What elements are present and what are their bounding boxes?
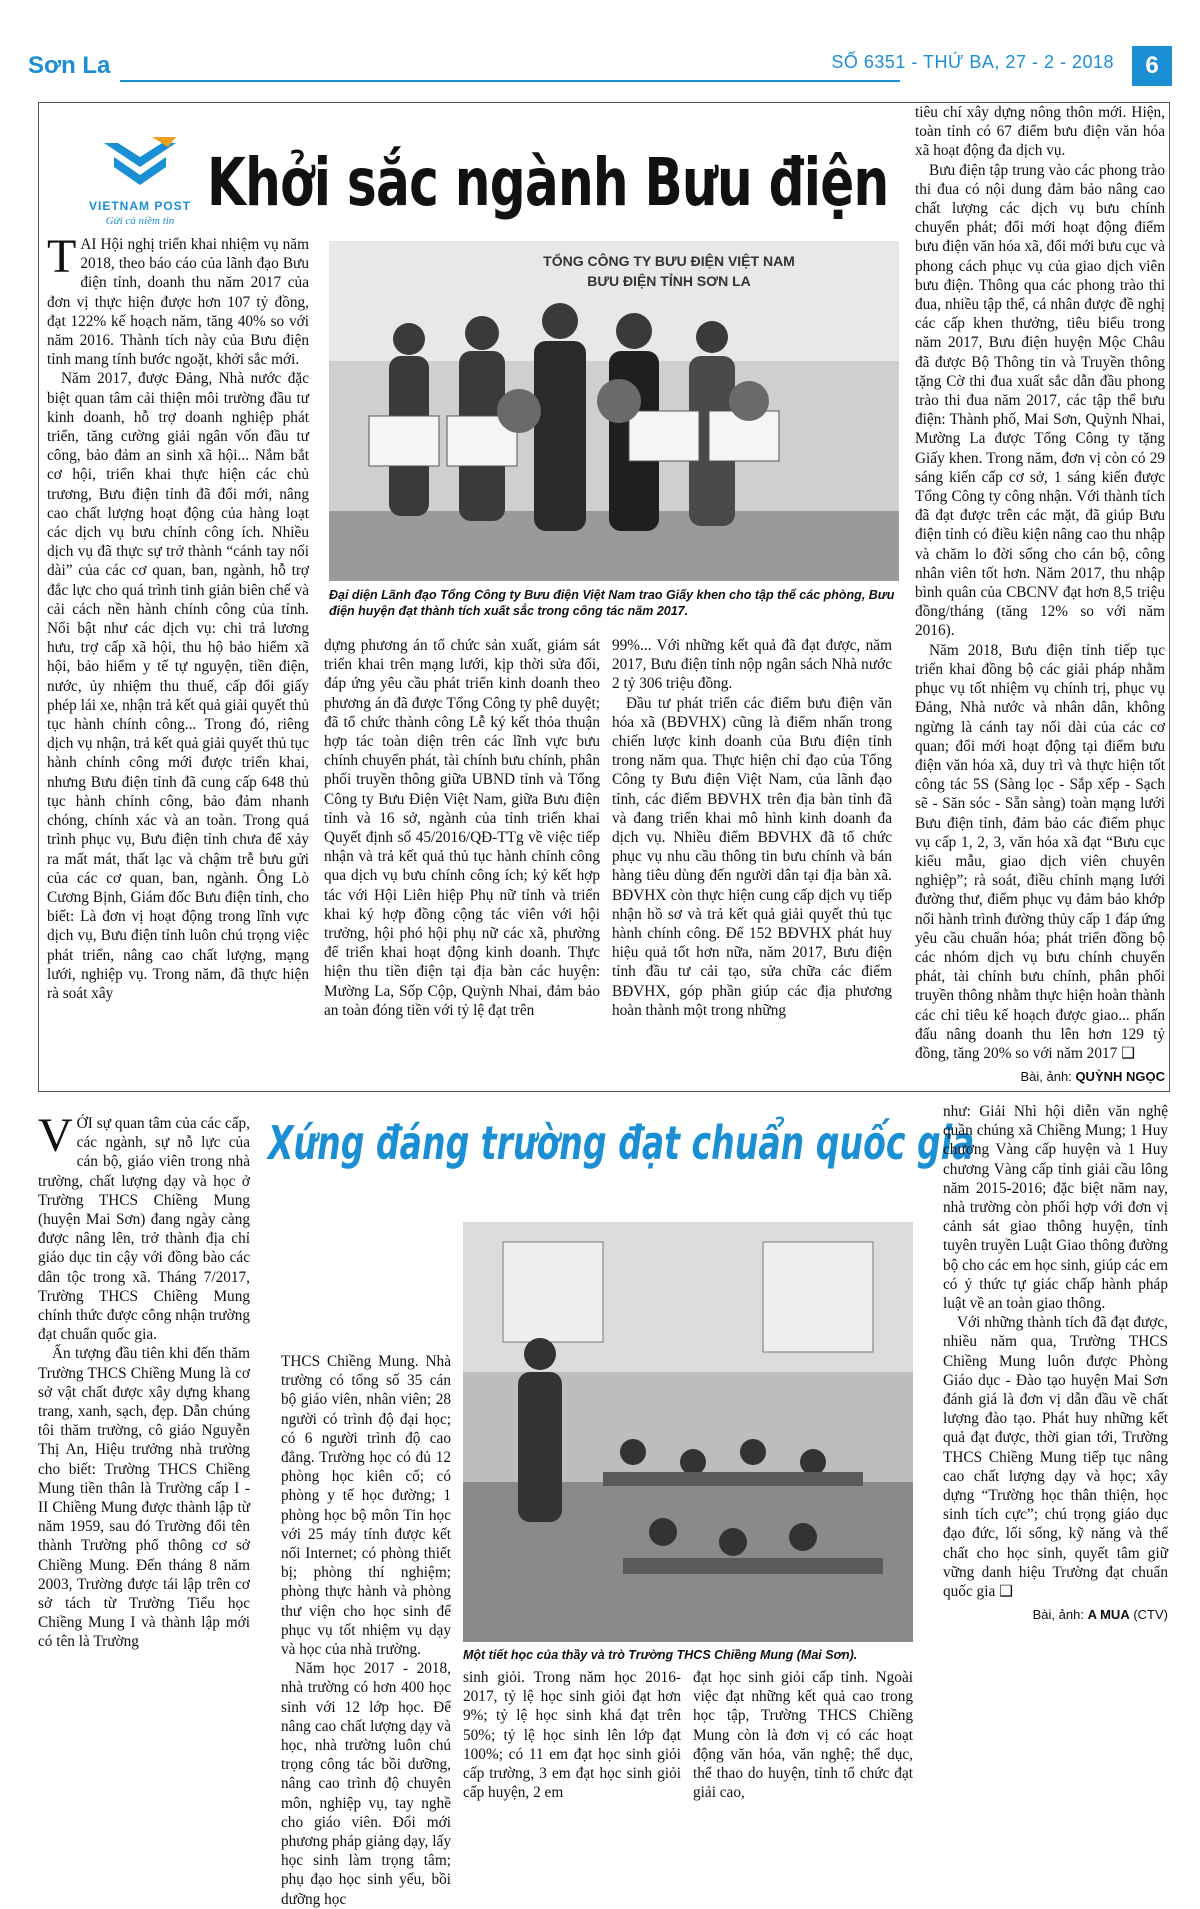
article1-column-4 bbox=[915, 103, 1165, 1083]
paragraph: tiêu chí xây dựng nông thôn mới. Hiện, toàn tỉnh có 67 điểm bưu điện văn hóa xã hoạt động đa dịch vụ. bbox=[915, 104, 1165, 160]
paragraph: Năm 2017, được Đảng, Nhà nước đặc biệt quan tâm cải thiện môi trường đầu tư kinh doanh, hỗ trợ doanh nghiệp phát triển, tăng cường giải ngân vốn đầu tư công, bảo đảm an sinh xã hội... Nắm bắt cơ hội, triển khai thực hiện các chủ trương, Bưu điện tỉnh đã đổi mới, nâng cao chất lượng hoạt động của hàng loạt các dịch vụ bưu chính công ích. Nhiều dịch vụ đã thực sự trở thành “cánh tay nối dài” của các cơ quan, ban, ngành, hỗ trợ đắc lực cho quá trình tinh giản biên chế và cải cách nền hành chính công của tỉnh. Nổi bật như các dịch vụ: chi trả lương hưu, trợ cấp xã hội, thu hộ bảo hiểm xã hội, bảo hiểm y tế tự nguyện, tiền điện, nước, ủy nhiệm thu thuế, cấp đổi giấy phép lái xe, nhận trả kết quả giải quyết thủ tục hành chính công... Trong đó, riêng dịch vụ nhận, trả kết quả giải quyết thủ tục hành chính công mới được triển khai, nhưng Bưu điện tỉnh đã cung cấp 648 thủ tục hành chính công, bảo đảm nhanh chóng, chính xác và an toàn. Trong quá trình phục vụ, Bưu điện tỉnh chưa để xảy ra mất mát, thất lạc và chậm trễ bưu gửi của các cơ quan, ban, ngành. Ông Lò Cương Bịnh, Giám đốc Bưu điện tỉnh, cho biết: Là đơn vị hoạt động trong lĩnh vực dịch vụ, Bưu điện tỉnh luôn chú trọng việc phát triển, nâng cao chất lượng, mạng lưới, nghiệp vụ. Trong năm, đã thực hiện rà soát xây bbox=[47, 370, 309, 1002]
logo-name: VIETNAM POST bbox=[88, 199, 191, 213]
paragraph: Năm 2018, Bưu điện tỉnh tiếp tục triển khai đồng bộ các giải pháp nhằm phục vụ tốt nhiệm vụ chính trị, phục vụ Đảng, Nhà nước và nhân dân, không ngừng là cánh tay nối dài của các cơ quan; đổi mới hoạt động tại điểm bưu điện văn hóa xã, duy trì và thực hiện tốt công tác 5S (Sàng lọc - Sắp xếp - Sạch sẽ - Săn sóc - Sẵn sàng) toàn mạng lưới Bưu điện tỉnh, đảm bảo các điểm phục vụ cấp 1, 2, 3, văn hóa xã đạt “Bưu cục kiểu mẫu, giao dịch viên chuyên nghiệp”; rà soát, điều chỉnh mạng lưới đường thư, điểm phục vụ đảm bảo khớp nối hành trình đường thủy cấp 1 đáp ứng yêu cầu chuẩn hóa; phát triển đồng bộ các nhóm dịch vụ bưu chính chuyển phát, tài chính bưu chính, phân phối truyền thông nhằm thực hiện hoàn thành các chỉ tiêu kế hoạch được giao... phấn đấu nâng doanh thu lên hơn 129 tỷ đồng, tăng 20% so với năm 2017 ❑ bbox=[915, 641, 1165, 1062]
issue-info: SỐ 6351 - THỨ BA, 27 - 2 - 2018 bbox=[831, 52, 1114, 72]
page-number: 6 bbox=[1132, 46, 1172, 86]
paragraph: Năm học 2017 - 2018, nhà trường có hơn 400 học sinh với 12 lớp học. Để nâng cao chất lượng dạy và học, nhà trường luôn chú trọng công tác bồi dưỡng, nâng cao trình độ chuyên môn, nghiệp vụ, tay nghề cho giáo viên. Đổi mới phương pháp giảng dạy, lấy học sinh làm trọng tâm; phụ đạo học sinh yếu, bồi dưỡng học bbox=[281, 1660, 451, 1908]
article2-column-3 bbox=[463, 1668, 681, 1802]
article2-column-1 bbox=[38, 1109, 250, 1790]
award-ceremony-photo bbox=[329, 241, 899, 581]
paragraph: Ấn tượng đầu tiên khi đến thăm Trường THCS Chiềng Mung là cơ sở vật chất được xây dựng khang trang, xanh, sạch, đẹp. Dẫn chúng tôi thăm trường, cô giáo Nguyễn Thị An, Hiệu trưởng nhà trường cho biết: Trường THCS Chiềng Mung tiền thân là Trường cấp I - II Chiềng Mung được thành lập từ năm 1959, sau đó Trường đổi tên thành Trường phổ thông cơ sở Chiềng Mung. Đến tháng 8 năm 2003, Trường được tái lập trên cơ sở tách từ Trường Tiểu học Chiềng Mung I và thành lập mới có tên là Trường bbox=[38, 1345, 250, 1651]
article1-column-1 bbox=[47, 230, 309, 1083]
byline bbox=[943, 1605, 1168, 1624]
byline-author: QUỲNH NGỌC bbox=[1075, 1069, 1165, 1085]
paragraph: THCS Chiềng Mung. Nhà trường có tổng số 35 cán bộ giáo viên, nhân viên; 28 người có trình độ đại học; có 6 người trình độ cao đẳng. Trường học có đủ 12 phòng học kiên cố; có phòng y tế học đường; 1 phòng học bộ môn Tin học với 25 máy tính được kết nối Internet; có phòng thiết bị; phòng thí nghiệm; phòng thực hành và phòng thư viện cho học sinh để phục vụ tốt nhiệm vụ dạy và học của nhà trường. bbox=[281, 1353, 451, 1659]
article1-column-3 bbox=[612, 636, 892, 1086]
article1-column-2 bbox=[324, 636, 600, 1086]
article-postal bbox=[38, 102, 1170, 1092]
header-rule bbox=[120, 80, 900, 82]
classroom-photo bbox=[463, 1222, 913, 1642]
logo-tagline: Gửi cả niềm tin bbox=[105, 215, 175, 227]
paragraph: 99%... Với những kết quả đã đạt được, năm 2017, Bưu điện tỉnh nộp ngân sách Nhà nước 2 tỷ 306 triệu đồng. bbox=[612, 637, 892, 693]
drop-cap: V bbox=[38, 1109, 73, 1162]
page-header bbox=[28, 46, 1172, 92]
section-name: Sơn La bbox=[28, 52, 111, 79]
paragraph: ỚI sự quan tâm của các cấp, các ngành, sự nỗ lực của cán bộ, giáo viên trong nhà trường, chất lượng dạy và học ở Trường THCS Chiềng Mung (huyện Mai Sơn) đang ngày càng được nâng lên, trở thành địa chỉ giáo dục tin cậy với đồng bào các dân tộc trong xã. Tháng 7/2017, Trường THCS Chiềng Mung chính thức được công nhận trường đạt chuẩn quốc gia. bbox=[38, 1115, 250, 1344]
paragraph: đạt học sinh giỏi cấp tỉnh. Ngoài việc đạt những kết quả cao trong học tập, Trường THCS Chiềng Mung còn là đơn vị có các hoạt động văn hóa, văn nghệ; thể dục, thể thao do huyện, tỉnh tổ chức đạt giải cao, bbox=[693, 1669, 913, 1802]
byline bbox=[915, 1067, 1165, 1086]
paragraph: sinh giỏi. Trong năm học 2016-2017, tỷ lệ học sinh giỏi đạt hơn 9%; tỷ lệ học sinh khá đạt trên 50%; tỷ lệ học sinh lên lớp đạt 100%; có 11 em đạt học sinh giỏi cấp trường, 3 em đạt học sinh giỏi cấp huyện, 2 em bbox=[463, 1669, 681, 1802]
paragraph: dựng phương án tổ chức sản xuất, giám sát triển khai trên mạng lưới, kịp thời sửa đổi, đáp ứng yêu cầu phát triển kinh doanh theo phương án đã được Tổng Công ty phê duyệt; đã tổ chức thành công Lễ ký kết thỏa thuận hợp tác toàn diện trên các lĩnh vực bưu chính chuyển phát, tài chính bưu chính, phân phối truyền thông giữa UBND tỉnh và Tổng Công ty Bưu Điện Việt Nam, giữa Bưu điện tỉnh và 16 sở, ngành của tỉnh triển khai Quyết định số 45/2016/QĐ-TTg về việc tiếp nhận và trả kết quả thủ tục hành chính công qua dịch vụ bưu chính công ích; ký kết hợp tác với Hội Liên hiệp Phụ nữ tỉnh và triển khai ký hợp đồng cộng tác viên với hội trưởng, hội phó hội phụ nữ các xã, phường để triển khai hoạt động kinh doanh. Thực hiện thu tiền điện tại địa bàn các huyện: Mường La, Sốp Cộp, Quỳnh Nhai, đảm bảo an toàn đóng tiền với tỷ lệ đạt trên bbox=[324, 637, 600, 1019]
paragraph: Với những thành tích đã đạt được, nhiều năm qua, Trường THCS Chiềng Mung luôn được Phòng Giáo dục - Đào tạo huyện Mai Sơn đánh giá là đơn vị dẫn đầu về chất lượng đào tạo. Phát huy những kết quả đạt được, thời gian tới, Trường THCS Chiềng Mung tiếp tục nâng cao chất lượng dạy và học; xây dựng “Trường học thân thiện, học sinh tích cực”; chú trọng giáo dục đạo đức, lối sống, kỹ năng và thể chất cho học sinh, quyết tâm giữ vững danh hiệu Trường đạt chuẩn quốc gia ❑ bbox=[943, 1314, 1168, 1601]
article-school bbox=[38, 1102, 1170, 1908]
drop-cap: T bbox=[47, 230, 77, 283]
photo-banner-text: TỔNG CÔNG TY BƯU ĐIỆN VIỆT NAM BƯU ĐIỆN TỈNH SƠN LA bbox=[543, 253, 795, 289]
article-title: Xứng đáng trường đạt chuẩn quốc gia bbox=[268, 1116, 975, 1170]
post-logo-icon bbox=[100, 137, 180, 193]
photo-caption: Đại diện Lãnh đạo Tổng Công ty Bưu điện Việt Nam trao Giấy khen cho tập thể các phòng, Bưu điện huyện đạt thành tích xuất sắc trong công tác năm 2017. bbox=[329, 588, 895, 618]
photo-illustration bbox=[463, 1222, 913, 1642]
byline-label: Bài, ảnh: bbox=[1020, 1069, 1072, 1085]
paragraph: Bưu điện tập trung vào các phong trào thi đua có nội dung đảm bảo nâng cao chất lượng các dịch vụ bưu chính chuyển phát; đổi mới hoạt động điểm bưu điện văn hóa xã, đổi mới bưu cục và phong cách phục vụ của giao dịch viên bưu điện. Thông qua các phong trào thi đua, nhiều tập thể, cá nhân được đề nghị các cấp khen thưởng, tiêu biểu trong năm 2017, Bưu điện huyện Mộc Châu đã được Bộ Thông tin và Truyền thông tặng Cờ thi đua xuất sắc dẫn đầu phong trào thi đua năm 2017, các tập thể bưu điện: Thành phố, Mai Sơn, Quỳnh Nhai, Mường La được Tổng Công ty tặng Giấy khen. Trong năm, đơn vị còn có 29 sáng kiến cấp cơ sở, 1 sáng kiến được Tổng Công ty công nhận. Với thành tích đã đạt được trên các mặt, đã giúp Bưu điện tỉnh có điều kiện nâng cao thu nhập và chăm lo đời sống cho cán bộ, công nhân viên tốt hơn. Năm 2017, thu nhập bình quân của CBCNV đạt hơn 8,5 triệu đồng/tháng (tăng 12% so với năm 2016). bbox=[915, 161, 1165, 640]
paragraph: AI Hội nghị triển khai nhiệm vụ năm 2018, theo báo cáo của lãnh đạo Bưu điện tỉnh, doanh thu năm 2017 của đơn vị thực hiện được hơn 107 tỷ đồng, đạt 122% kế hoạch năm, tăng 40% so với năm 2016. Thành tích này của Bưu điện tỉnh mang tính bước ngoặt, khởi sắc mới. bbox=[47, 236, 309, 369]
article2-column-4 bbox=[693, 1668, 913, 1802]
photo-caption: Một tiết học của thầy và trò Trường THCS Chiềng Mung (Mai Sơn). bbox=[463, 1648, 858, 1662]
byline-suffix: (CTV) bbox=[1133, 1607, 1168, 1623]
photo-illustration bbox=[329, 241, 899, 581]
byline-label: Bài, ảnh: bbox=[1032, 1607, 1084, 1623]
article-title: Khởi sắc ngành Bưu điện bbox=[207, 144, 889, 221]
article2-column-2-text bbox=[281, 1352, 451, 1908]
byline-author: A MUA bbox=[1087, 1607, 1130, 1623]
paragraph: Đầu tư phát triển các điểm bưu điện văn hóa xã (BĐVHX) cũng là điểm nhấn trong chiến lược kinh doanh của Bưu điện tỉnh trong năm qua. Thực hiện chỉ đạo của Tổng Công ty Bưu điện Việt Nam, của lãnh đạo tỉnh, các điểm BĐVHX trên địa bàn tỉnh đã và đang triển khai mô hình kinh doanh đa dịch vụ. Nhiều điểm BĐVHX đã tổ chức phục vụ nhu cầu thông tin bưu chính và bán hàng tiêu dùng đến người dân tại địa bàn xã. BĐVHX còn thực hiện cung cấp dịch vụ tiếp nhận hồ sơ và trả kết quả giải quyết thủ tục hành chính công. Để 152 BĐVHX phát huy hiệu quả tốt hơn nữa, năm 2017, Bưu điện tỉnh đầu tư cải tạo, sửa chữa các điểm BĐVHX, góp phần giúp các địa phương hoàn thành một trong những bbox=[612, 694, 892, 1019]
paragraph: như: Giải Nhì hội diễn văn nghệ quần chúng xã Chiềng Mung; 1 Huy chương Vàng cấp huyện và 1 Huy chương Vàng cấp tỉnh giải cầu lông năm 2015-2016; đặc biệt năm nay, nhà trường còn phối hợp với đơn vị cảnh sát giao thông huyện, tỉnh tuyên truyền Luật Giao thông đường bộ cho các em học sinh, giúp các em có ý thức tự giác chấp hành pháp luật về an toàn giao thông. bbox=[943, 1103, 1168, 1313]
article2-column-5 bbox=[943, 1102, 1168, 1792]
